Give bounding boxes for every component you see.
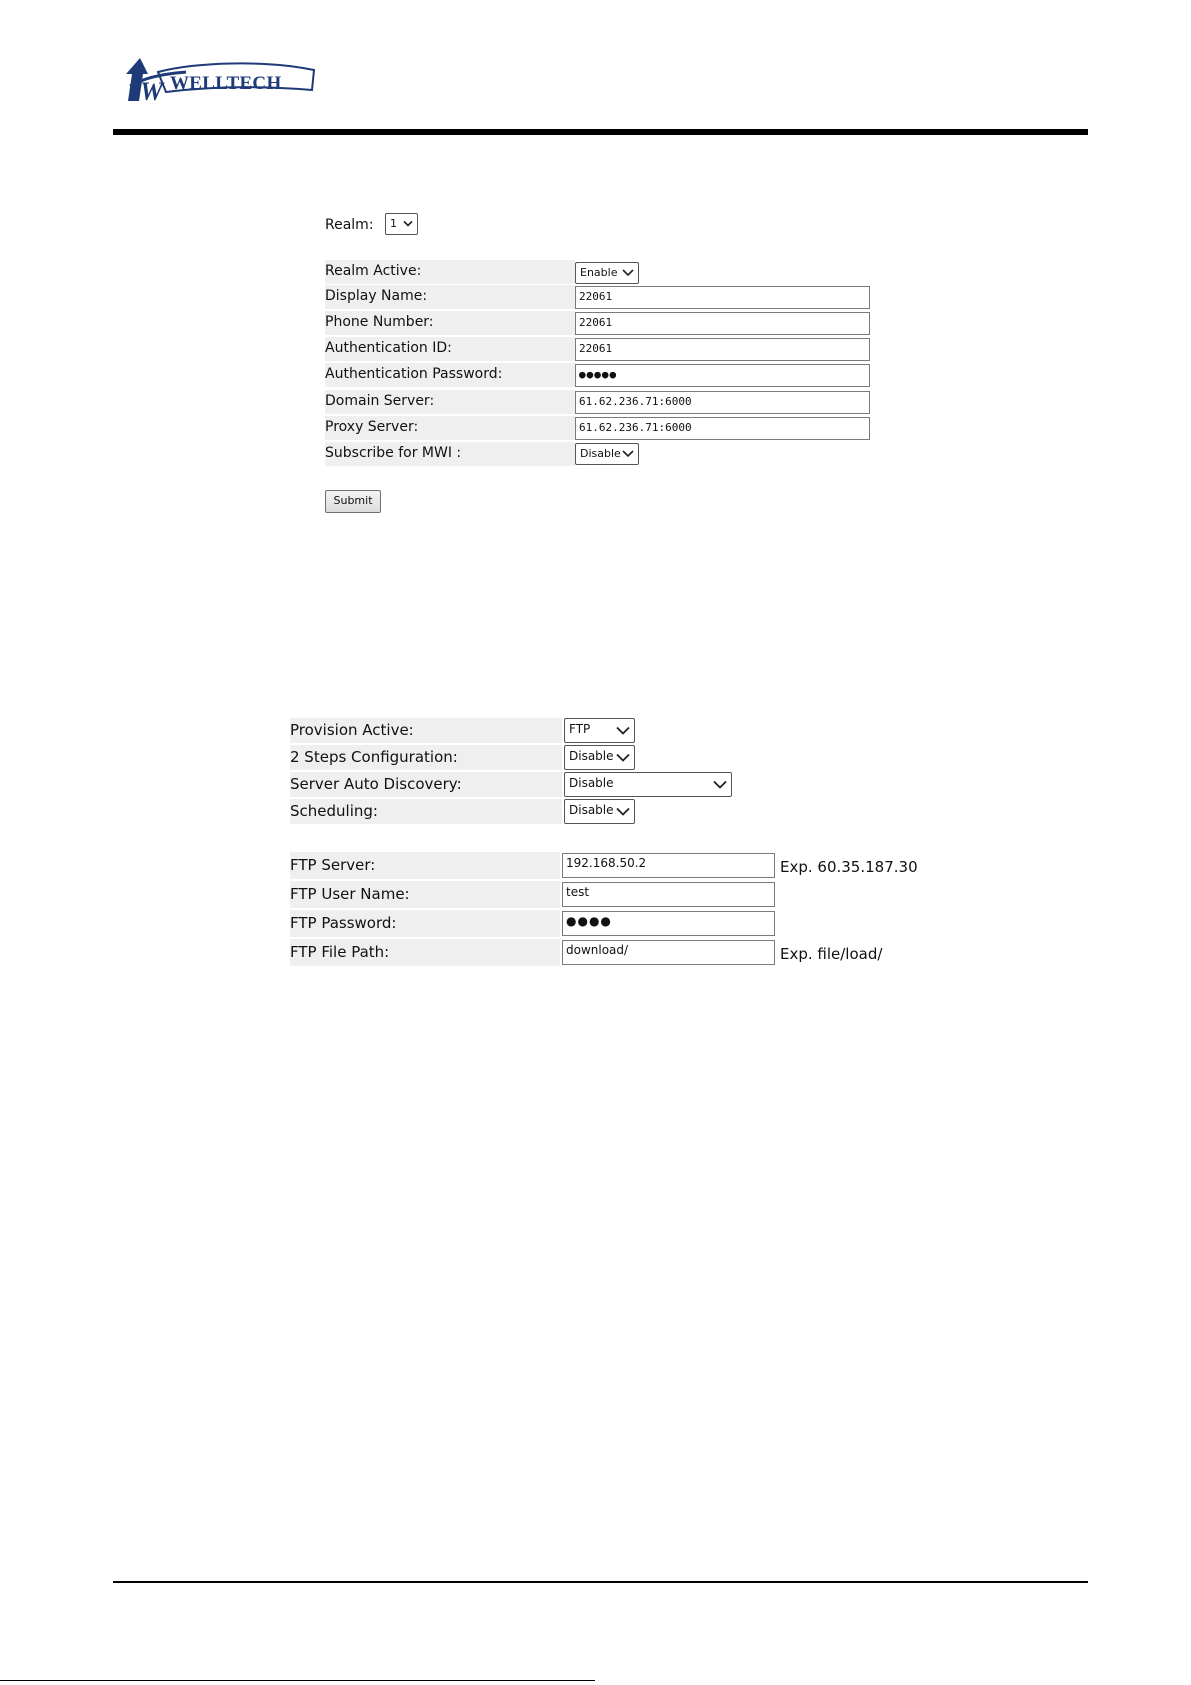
- chevron-down-icon: [616, 726, 630, 735]
- realm-active-value: Enable: [580, 266, 618, 279]
- ftp-server-label: FTP Server:: [290, 856, 376, 874]
- page-edge-rule: [0, 1680, 595, 1681]
- domain-server-label: Domain Server:: [325, 393, 435, 409]
- ftp-password-label: FTP Password:: [290, 914, 397, 932]
- chevron-down-icon: [713, 780, 727, 789]
- two-steps-select[interactable]: [564, 745, 635, 770]
- auto-discovery-value: Disable: [569, 776, 614, 790]
- auth-password-input[interactable]: ●●●●●: [575, 364, 870, 387]
- ftp-path-label: FTP File Path:: [290, 943, 390, 961]
- chevron-down-icon: [403, 221, 413, 228]
- display-name-label: Display Name:: [325, 288, 428, 304]
- realm-active-label: Realm Active:: [325, 263, 422, 279]
- mwi-label: Subscribe for MWI :: [325, 445, 462, 461]
- mwi-select[interactable]: [575, 443, 639, 465]
- ftp-user-label: FTP User Name:: [290, 885, 410, 903]
- realm-select[interactable]: [385, 213, 418, 235]
- chevron-down-icon: [616, 807, 630, 816]
- realm-active-select[interactable]: [575, 262, 639, 284]
- submit-button[interactable]: Submit: [325, 490, 381, 513]
- ftp-path-input[interactable]: download/: [562, 940, 775, 965]
- proxy-server-input[interactable]: 61.62.236.71:6000: [575, 417, 870, 440]
- auth-id-label: Authentication ID:: [325, 340, 452, 356]
- two-steps-label: 2 Steps Configuration:: [290, 748, 458, 766]
- chevron-down-icon: [622, 450, 634, 458]
- domain-server-input[interactable]: 61.62.236.71:6000: [575, 391, 870, 414]
- svg-text:W: W: [140, 77, 164, 102]
- phone-number-label: Phone Number:: [325, 314, 434, 330]
- ftp-path-hint: Exp. file/load/: [780, 945, 883, 963]
- scheduling-label: Scheduling:: [290, 802, 378, 820]
- proxy-server-label: Proxy Server:: [325, 419, 419, 435]
- auth-id-input[interactable]: 22061: [575, 338, 870, 361]
- scheduling-value: Disable: [569, 803, 614, 817]
- provision-active-select[interactable]: [564, 718, 635, 743]
- ftp-password-input[interactable]: ●●●●: [562, 911, 775, 936]
- phone-number-input[interactable]: 22061: [575, 312, 870, 335]
- auto-discovery-select[interactable]: [564, 772, 732, 797]
- ftp-server-hint: Exp. 60.35.187.30: [780, 858, 918, 876]
- mwi-value: Disable: [580, 447, 621, 460]
- brand-name: WELLTECH: [170, 73, 282, 94]
- auth-password-label: Authentication Password:: [325, 366, 503, 382]
- ftp-server-input[interactable]: 192.168.50.2: [562, 853, 775, 878]
- realm-value: 1: [390, 217, 397, 230]
- auto-discovery-label: Server Auto Discovery:: [290, 775, 462, 793]
- ftp-user-input[interactable]: test: [562, 882, 775, 907]
- header-divider: [113, 129, 1088, 135]
- provision-active-value: FTP: [569, 722, 591, 736]
- provision-active-label: Provision Active:: [290, 721, 414, 739]
- chevron-down-icon: [616, 753, 630, 762]
- two-steps-value: Disable: [569, 749, 614, 763]
- welltech-logo: [126, 56, 316, 102]
- chevron-down-icon: [622, 269, 634, 277]
- display-name-input[interactable]: 22061: [575, 286, 870, 309]
- realm-label: Realm:: [325, 217, 374, 233]
- footer-divider: [113, 1581, 1088, 1583]
- scheduling-select[interactable]: [564, 799, 635, 824]
